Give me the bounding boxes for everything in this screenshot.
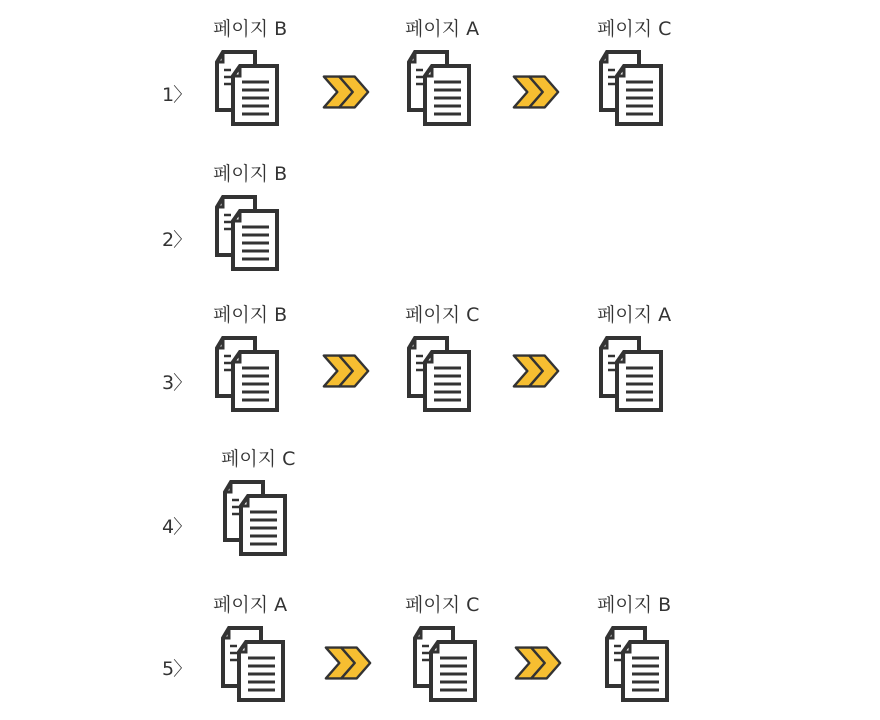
document-pages-icon — [605, 626, 671, 704]
page-item — [221, 444, 331, 574]
page-label: 페이지 B — [213, 304, 288, 326]
sequence-row-5 — [0, 590, 880, 720]
page-label: 페이지 C — [405, 594, 480, 616]
document-pages-icon — [413, 626, 479, 704]
document-pages-icon — [407, 336, 473, 414]
page-item — [213, 159, 323, 289]
page-label: 페이지 A — [213, 594, 288, 616]
row-number: 1〉 — [162, 84, 192, 106]
double-chevron-right-icon — [512, 642, 564, 684]
sequence-row-4 — [0, 444, 880, 574]
double-chevron-right-icon — [510, 350, 562, 392]
row-number: 3〉 — [162, 372, 192, 394]
page-item — [405, 590, 515, 720]
double-chevron-right-icon — [320, 71, 372, 113]
page-item — [405, 14, 515, 144]
page-label: 페이지 B — [213, 163, 288, 185]
row-number: 4〉 — [162, 516, 192, 538]
document-pages-icon — [223, 480, 289, 558]
document-pages-icon — [599, 50, 665, 128]
page-label: 페이지 C — [221, 448, 296, 470]
double-chevron-right-icon — [510, 71, 562, 113]
page-label: 페이지 A — [597, 304, 672, 326]
sequence-row-1 — [0, 14, 880, 144]
document-pages-icon — [407, 50, 473, 128]
row-number: 2〉 — [162, 229, 192, 251]
page-item — [213, 14, 323, 144]
page-label: 페이지 B — [213, 18, 288, 40]
page-label: 페이지 C — [405, 304, 480, 326]
page-item — [597, 590, 707, 720]
document-pages-icon — [215, 195, 281, 273]
document-pages-icon — [221, 626, 287, 704]
document-pages-icon — [215, 50, 281, 128]
document-pages-icon — [215, 336, 281, 414]
page-label: 페이지 B — [597, 594, 672, 616]
page-label: 페이지 A — [405, 18, 480, 40]
double-chevron-right-icon — [322, 642, 374, 684]
double-chevron-right-icon — [320, 350, 372, 392]
page-item — [213, 590, 323, 720]
row-number: 5〉 — [162, 658, 192, 680]
page-item — [597, 14, 707, 144]
sequence-row-2 — [0, 159, 880, 289]
page-item — [597, 300, 707, 430]
document-pages-icon — [599, 336, 665, 414]
sequence-row-3 — [0, 300, 880, 430]
page-item — [213, 300, 323, 430]
page-label: 페이지 C — [597, 18, 672, 40]
page-item — [405, 300, 515, 430]
